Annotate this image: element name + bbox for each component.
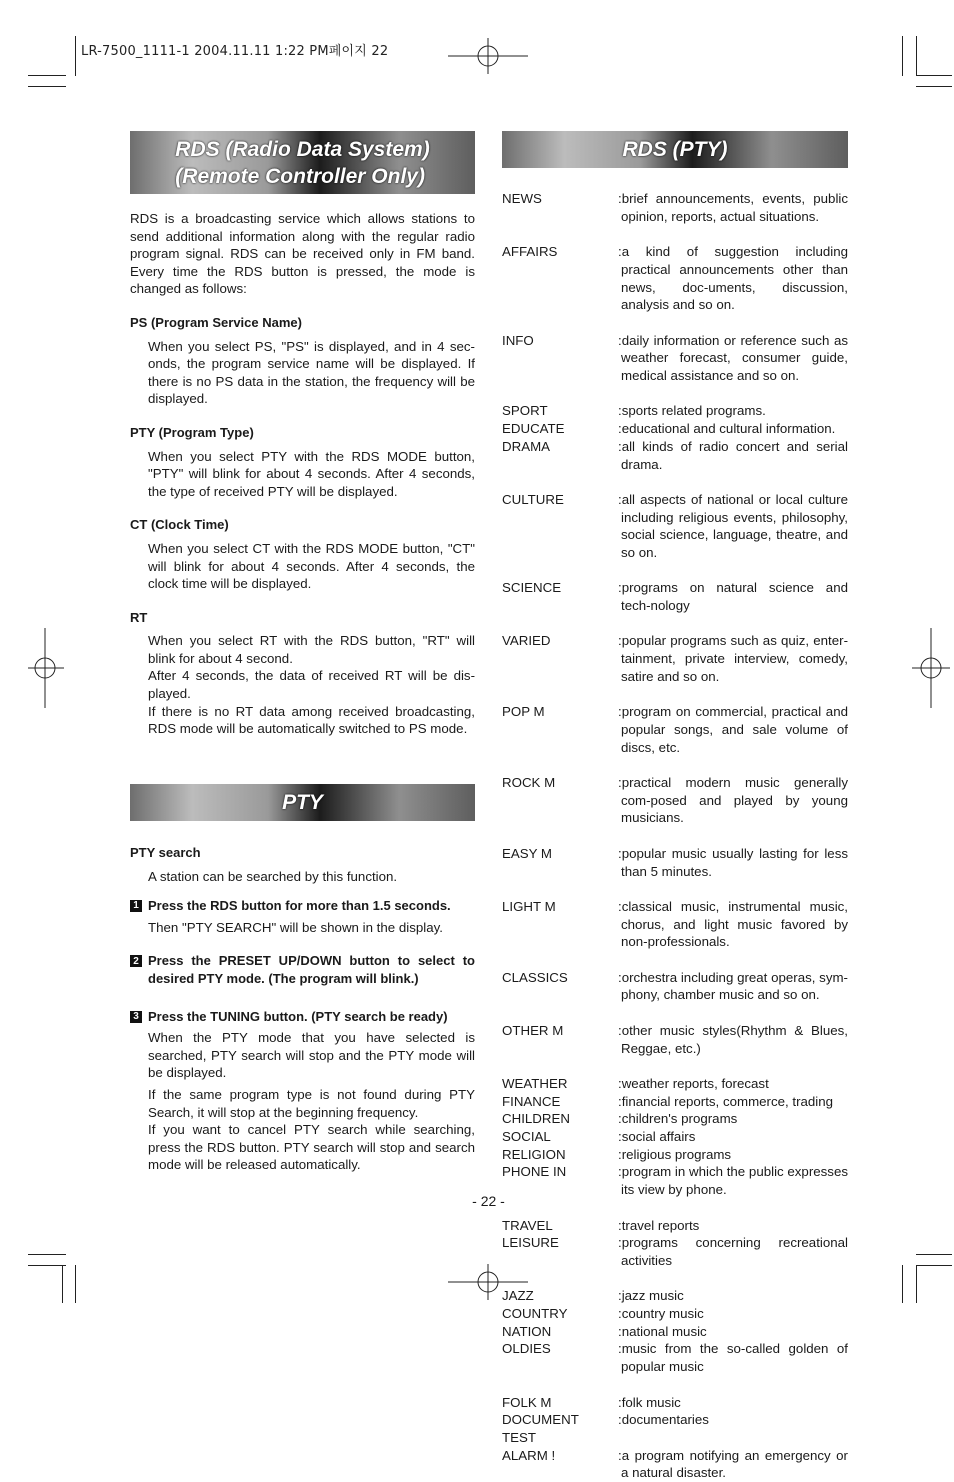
pty-key: VARIED bbox=[502, 633, 551, 649]
pty-key: PHONE IN bbox=[502, 1164, 567, 1180]
pty-spacer bbox=[502, 1376, 848, 1394]
pty-row bbox=[502, 402, 848, 420]
pty-key: NEWS bbox=[502, 191, 542, 206]
ps-body: When you select PS, "PS" is displayed, and in 4 sec-onds, the program service name will be displayed. If there is no PS data in the station, the frequency will be displayed. bbox=[148, 338, 475, 407]
pty-spacer bbox=[502, 562, 848, 580]
pty-description: :country music bbox=[618, 1306, 704, 1322]
pty-key: DOCUMENT bbox=[502, 1412, 579, 1428]
pty-description: :financial reports, commerce, trading bbox=[618, 1093, 834, 1109]
pty-row bbox=[502, 1217, 848, 1235]
pty-key: CULTURE bbox=[502, 491, 564, 507]
rds-pty-banner-title: RDS (PTY) bbox=[622, 138, 728, 161]
pty-row bbox=[502, 1075, 848, 1093]
pty-description: :educational and cultural information. bbox=[618, 421, 836, 437]
step-1-body: Then "PTY SEARCH" will be shown in the display. bbox=[148, 919, 443, 935]
pty-row bbox=[502, 703, 848, 756]
step-3-body-2: If the same program type is not found during PTY Search, it will stop at the beginning frequency. bbox=[148, 1086, 475, 1120]
step-3 bbox=[130, 1008, 475, 1026]
pty-row bbox=[502, 190, 848, 225]
pty-spacer bbox=[502, 1004, 848, 1022]
pty-key: DRAMA bbox=[502, 438, 551, 454]
pty-key: LEISURE bbox=[502, 1235, 559, 1251]
pty-banner-title: PTY bbox=[282, 791, 323, 814]
pty-key: FINANCE bbox=[502, 1093, 561, 1109]
rt-body-2: After 4 seconds, the data of received RT will be dis-played. bbox=[148, 668, 475, 702]
pty-heading: PTY (Program Type) bbox=[130, 424, 254, 440]
pty-row bbox=[502, 632, 848, 685]
pty-key: INFO bbox=[502, 332, 534, 348]
pty-spacer bbox=[502, 225, 848, 243]
pty-description: :music from the so-called golden of popular music bbox=[618, 1341, 848, 1375]
step-3-body-1: When the PTY mode that you have selected is searched, PTY search will stop and the PTY mode will be displayed. bbox=[148, 1030, 475, 1081]
pty-row bbox=[502, 243, 848, 314]
rds-banner-line-2: (Remote Controller Only) bbox=[175, 164, 425, 188]
pty-key: POP M bbox=[502, 704, 545, 720]
pty-description: :a kind of suggestion including practical announcements other than news, doc-uments, discussion, analysis and so on. bbox=[618, 244, 848, 313]
pty-key: TRAVEL bbox=[502, 1217, 553, 1233]
pty-row bbox=[502, 1234, 848, 1269]
pty-spacer bbox=[502, 951, 848, 969]
pty-description: :programs concerning recreational activities bbox=[618, 1235, 848, 1268]
pty-search-heading: PTY search bbox=[130, 845, 201, 860]
pty-row bbox=[502, 1146, 848, 1164]
pty-description: :popular music usually lasting for less than 5 minutes. bbox=[618, 845, 848, 879]
pty-section-banner bbox=[130, 784, 475, 821]
pty-row bbox=[502, 332, 848, 385]
rds-section-banner bbox=[130, 131, 475, 194]
pty-key: OTHER M bbox=[502, 1022, 564, 1038]
rt-body-1: When you select RT with the RDS button, "RT" will blink for about 4 second. bbox=[148, 633, 475, 666]
pty-row bbox=[502, 1022, 848, 1057]
pty-row bbox=[502, 1429, 848, 1447]
pty-description: :daily information or reference such as weather forecast, consumer guide, medical assistance and so on. bbox=[618, 332, 848, 383]
pty-spacer bbox=[502, 756, 848, 774]
pty-key: WEATHER bbox=[502, 1075, 568, 1091]
pty-spacer bbox=[502, 1270, 848, 1288]
pty-description: :other music styles(Rhythm & Blues, Reggae, etc.) bbox=[618, 1022, 848, 1056]
pty-description: :programs on natural science and tech-nology bbox=[618, 580, 848, 614]
pty-row bbox=[502, 774, 848, 827]
crop-mark bbox=[28, 86, 66, 87]
pty-row bbox=[502, 898, 848, 951]
rds-banner-line-1: RDS (Radio Data System) bbox=[175, 137, 430, 161]
crop-mark bbox=[916, 1265, 917, 1303]
pty-spacer bbox=[502, 880, 848, 898]
ct-heading: CT (Clock Time) bbox=[130, 517, 229, 533]
pty-row bbox=[502, 1110, 848, 1128]
pty-description: :brief announcements, events, public opinion, reports, actual situations. bbox=[618, 191, 848, 224]
pty-row bbox=[502, 491, 848, 562]
pty-row bbox=[502, 1447, 848, 1482]
pty-row bbox=[502, 845, 848, 880]
pty-key: ALARM ! bbox=[502, 1447, 556, 1463]
pty-spacer bbox=[502, 473, 848, 491]
crop-mark bbox=[916, 75, 952, 76]
crop-mark bbox=[28, 75, 66, 76]
pty-row bbox=[502, 1093, 848, 1111]
rds-description bbox=[130, 210, 475, 738]
step-2 bbox=[130, 952, 475, 987]
pty-key: CHILDREN bbox=[502, 1111, 570, 1127]
pty-key: SCIENCE bbox=[502, 580, 562, 596]
crop-mark bbox=[916, 1254, 952, 1255]
crop-mark bbox=[75, 36, 76, 76]
pty-description: :practical modern music generally com-posed and played by young musicians. bbox=[618, 775, 848, 826]
pty-description: :religious programs bbox=[618, 1146, 732, 1162]
pty-row bbox=[502, 1128, 848, 1146]
pty-row bbox=[502, 1340, 848, 1375]
pty-spacer bbox=[502, 1057, 848, 1075]
pty-description: :children's programs bbox=[618, 1111, 738, 1127]
pty-row bbox=[502, 969, 848, 1004]
page-number: - 22 - bbox=[472, 1193, 505, 1209]
pty-description: :all kinds of radio concert and serial drama. bbox=[618, 438, 848, 472]
pty-key: TEST bbox=[502, 1429, 536, 1445]
pty-row bbox=[502, 1394, 848, 1412]
pty-key: ROCK M bbox=[502, 775, 556, 791]
registration-mark-icon bbox=[448, 36, 528, 76]
crop-mark bbox=[916, 1265, 952, 1266]
pty-spacer bbox=[502, 314, 848, 332]
pty-description: :program on commercial, practical and popular songs, and sale volume of discs, etc. bbox=[618, 704, 848, 755]
pty-spacer bbox=[502, 686, 848, 704]
pty-spacer bbox=[502, 615, 848, 633]
pty-description: :popular programs such as quiz, enter-tainment, private interview, comedy, satire and so on. bbox=[618, 633, 848, 684]
pty-key: CLASSICS bbox=[502, 969, 568, 985]
pty-list bbox=[502, 190, 848, 1482]
pty-description: :jazz music bbox=[618, 1288, 684, 1304]
registration-mark-icon bbox=[28, 628, 64, 708]
pty-body: When you select PTY with the RDS MODE button, "PTY" will blink for about 4 seconds. After 4 seconds, the type of received PTY will be displayed. bbox=[148, 448, 475, 499]
pty-key: JAZZ bbox=[502, 1288, 534, 1304]
pty-row bbox=[502, 1305, 848, 1323]
pty-row bbox=[502, 420, 848, 438]
step-1 bbox=[130, 897, 475, 915]
crop-mark bbox=[28, 1254, 66, 1255]
crop-mark bbox=[916, 86, 952, 87]
pty-description: :all aspects of national or local culture including religious events, philosophy, social science, language, theatre, and so on. bbox=[618, 491, 848, 560]
pty-description: :documentaries bbox=[618, 1412, 709, 1428]
rt-heading: RT bbox=[130, 609, 148, 625]
rds-pty-banner bbox=[502, 131, 848, 168]
pty-key: NATION bbox=[502, 1323, 552, 1339]
pty-key: COUNTRY bbox=[502, 1306, 568, 1322]
crop-mark bbox=[902, 36, 903, 76]
pty-row bbox=[502, 438, 848, 473]
pty-description: :travel reports bbox=[618, 1217, 700, 1233]
pty-row bbox=[502, 1323, 848, 1341]
print-header: LR-7500_1111-1 2004.11.11 1:22 PM페이지 22 bbox=[81, 44, 389, 59]
pty-key: SPORT bbox=[502, 403, 548, 419]
pty-description: :sports related programs. bbox=[618, 403, 766, 419]
pty-description: :folk music bbox=[618, 1394, 681, 1410]
crop-mark bbox=[62, 1265, 63, 1303]
pty-search-intro: A station can be searched by this function. bbox=[148, 868, 398, 884]
pty-description: :weather reports, forecast bbox=[618, 1075, 769, 1091]
pty-spacer bbox=[502, 385, 848, 403]
pty-key: FOLK M bbox=[502, 1394, 552, 1410]
step-1-number: 1 bbox=[130, 900, 142, 912]
pty-spacer bbox=[502, 827, 848, 845]
ps-heading: PS (Program Service Name) bbox=[130, 314, 302, 330]
pty-key: LIGHT M bbox=[502, 898, 556, 914]
pty-row bbox=[502, 1411, 848, 1429]
pty-description: :orchestra including great operas, sym-phony, chamber music and so on. bbox=[618, 969, 848, 1003]
rds-intro: RDS is a broadcasting service which allows stations to send additional information along with the regular radio program signal. RDS can be received only in FM band. Every time the RDS button is pressed, the mode is changed as follows: bbox=[130, 211, 475, 297]
pty-key: AFFAIRS bbox=[502, 244, 558, 260]
step-3-title: Press the TUNING button. (PTY search be ready) bbox=[148, 1008, 448, 1024]
step-1-title: Press the RDS button for more than 1.5 seconds. bbox=[148, 898, 451, 914]
ct-body: When you select CT with the RDS MODE button, "CT" will blink for about 4 seconds. After 4 seconds, the clock time will be displayed. bbox=[148, 540, 475, 592]
pty-key: EASY M bbox=[502, 845, 553, 861]
pty-description: :program in which the public expresses its view by phone. bbox=[618, 1164, 848, 1198]
registration-mark-icon bbox=[912, 628, 950, 708]
rt-body-3: If there is no RT data among received broadcasting, RDS mode will be automatically switched to PS mode. bbox=[148, 703, 475, 737]
crop-mark bbox=[28, 1265, 66, 1266]
step-2-title: Press the PRESET UP/DOWN button to select to desired PTY mode. (The program will blink.) bbox=[148, 953, 475, 986]
crop-mark bbox=[902, 1265, 903, 1303]
step-3-body-3: If you want to cancel PTY search while searching, press the RDS button. PTY search will stop and search mode will be released automatically. bbox=[148, 1122, 475, 1173]
pty-key: OLDIES bbox=[502, 1341, 551, 1357]
pty-description: :social affairs bbox=[618, 1129, 696, 1145]
pty-row bbox=[502, 1287, 848, 1305]
pty-description: :national music bbox=[618, 1323, 707, 1339]
pty-description: :a program notifying an emergency or a natural disaster. bbox=[618, 1447, 848, 1481]
pty-search-section bbox=[130, 828, 475, 1174]
step-2-number: 2 bbox=[130, 955, 142, 967]
crop-mark bbox=[916, 36, 917, 76]
pty-row bbox=[502, 579, 848, 614]
pty-description: :classical music, instrumental music, chorus, and light music favored by non-professionals. bbox=[618, 898, 848, 950]
pty-key: RELIGION bbox=[502, 1146, 566, 1162]
step-3-number: 3 bbox=[130, 1011, 142, 1023]
pty-description bbox=[618, 1429, 848, 1447]
pty-key: SOCIAL bbox=[502, 1129, 551, 1145]
crop-mark bbox=[75, 1265, 76, 1303]
pty-key: EDUCATE bbox=[502, 421, 565, 437]
